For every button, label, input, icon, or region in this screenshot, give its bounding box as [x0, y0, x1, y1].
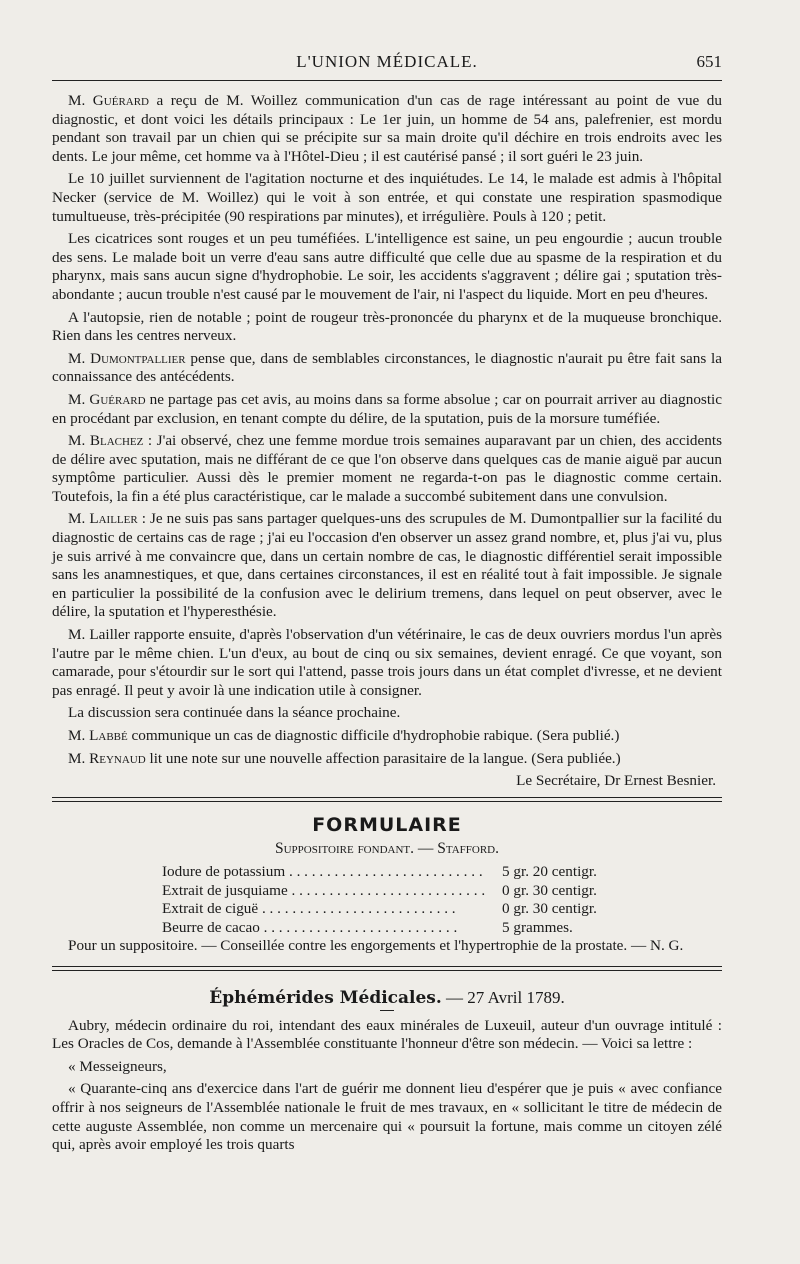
- paragraph-text: La discussion sera continuée dans la séance prochaine.: [68, 704, 401, 722]
- speaker-name: M. Lailler: [68, 510, 138, 528]
- ingredient-list: [162, 863, 632, 937]
- paragraph: [52, 750, 722, 769]
- paragraph: [52, 391, 722, 428]
- ingredient-quantity: 0 gr. 30 centigr.: [502, 900, 597, 918]
- ephemerides-paragraph: « Quarante-cinq ans d'exercice dans l'art de guérir me donnent lieu d'espérer que je puis « avec confiance offrir à nos seigneurs de l'Assemblée nationale le fruit de mes travaux, en « sollicitant le titre de médecin de cette auguste Assemblée, non comme un mercenaire qui « poursuit la fortune, mais comme un citoyen zélé qui, après avoir employé les trois quarts: [52, 1080, 722, 1154]
- page-number: 651: [696, 52, 722, 71]
- signature: Le Secrétaire, Dr Ernest Besnier.: [516, 772, 716, 790]
- running-title: L'UNION MÉDICALE.: [296, 52, 478, 71]
- ingredient-row: [162, 882, 632, 901]
- ingredient-quantity: 0 gr. 30 centigr.: [502, 881, 597, 899]
- paragraph: [52, 170, 722, 226]
- speaker-name: M. Guérard: [68, 390, 146, 408]
- formulaire-title: FORMULAIRE: [312, 813, 462, 836]
- paragraph-text: ne partage pas cet avis, au moins dans sa forme absolue ; car on pourrait arriver au diagnostic en procédant par exclusion, en tenant compte du délire, de la sputation, puis de la morsure tuméfiée.: [52, 390, 723, 427]
- speaker-name: M. Reynaud: [68, 749, 146, 767]
- ingredient-row: [162, 919, 632, 938]
- ephemerides-date: — 27 Avril 1789.: [441, 987, 565, 1007]
- speaker-name: M. Labbé: [68, 727, 128, 744]
- paragraph: [52, 432, 722, 506]
- paragraph: [52, 92, 722, 166]
- speaker-name: M. Blachez: [68, 432, 144, 450]
- speaker-name: M. Dumontpallier: [68, 349, 186, 367]
- title-dash: [380, 1010, 394, 1011]
- ephemerides-paragraph: Aubry, médecin ordinaire du roi, intendant des eaux minérales de Luxeuil, auteur d'un ouvrage intitulé : Les Oracles de Cos, demande à l'Assemblée constituante l'honneur d'être son médecin. — Voici sa lettre :: [52, 1016, 722, 1053]
- paragraph: [52, 727, 722, 746]
- paragraph: [52, 626, 722, 700]
- page-header: [52, 50, 722, 78]
- paragraph: [52, 510, 722, 622]
- ephemerides-title: [52, 989, 722, 1008]
- ephemerides-paragraph: « Messeigneurs,: [68, 1057, 167, 1075]
- paragraph-text: A l'autopsie, rien de notable ; point de rougeur très-prononcée du pharynx et de la muqueuse bronchique. Rien dans les centres nerveux.: [52, 308, 722, 345]
- ingredient-name: Iodure de potassium . . .: [162, 863, 494, 882]
- society-report: [52, 92, 722, 768]
- ingredient-name: Beurre de cacao . . .: [162, 919, 494, 938]
- paragraph-text: communique un cas de diagnostic difficile d'hydrophobie rabique. (Sera publié.): [127, 727, 620, 744]
- ingredient-row: [162, 900, 632, 919]
- paragraph-text: pense que, dans de semblables circonstances, le diagnostic n'aurait pu être fait sans la connaissance des antécédents.: [52, 349, 723, 386]
- paragraph: [52, 309, 722, 346]
- paragraph-text: : Je ne suis pas sans partager quelques-uns des scrupules de M. Dumontpallier sur la facilité du diagnostic de certains cas de rage ; j'ai eu l'occasion d'en observer un assez grand nombre, et, plus j'ai vu, plus je suis arrivé à me convaincre que, dans un certain nombre de cas, le diagnostic différentiel serait impossible sans les anamnestiques, et que, dans certaines circonstances, il est en réalité tout à fait impossible. Je signale en particulier la possibilité de la confusion avec le delirium tremens, dans lequel on peut observer, avec le délire, la sputation et l'hyperesthésie.: [52, 510, 723, 621]
- paragraph-text: M. Lailler rapporte ensuite, d'après l'observation d'un vétérinaire, le cas de deux ouvriers mordus l'un après l'autre par le même chien. L'un d'eux, au bout de cinq ou six semaines, devient enragé. Ce que voyant, son camarade, pour s'étourdir sur le sort qui l'attend, passe trois jours dans un état complet d'ivresse, et ne devient pas enragé. Il peut y avoir là une indication utile à consigner.: [52, 626, 722, 699]
- paragraph: [52, 704, 722, 723]
- paragraph: [52, 350, 722, 387]
- ingredient-quantity: 5 grammes.: [502, 918, 573, 936]
- paragraph-text: : J'ai observé, chez une femme mordue trois semaines auparavant par un chien, des accidents de délire avec sputation, mais ne différant de ce que l'on observe dans quelques cas de manie aiguë par aucun symptôme particulier. Aussi dès le premier moment ne regarda-t-on pas le diagnostic comme certain. Toutefois, la fin a été plus caractéristique, car le malade a succombé subitement dans une convulsion.: [52, 432, 722, 505]
- ephemerides-text: [52, 1017, 722, 1155]
- speaker-name: M. Guérard: [68, 92, 149, 109]
- ingredient-name: Extrait de ciguë . . .: [162, 900, 494, 919]
- section-rule: [52, 966, 722, 971]
- paragraph-text: lit une note sur une nouvelle affection parasitaire de la langue. (Sera publiée.): [145, 749, 621, 767]
- formulaire-note: Pour un suppositoire. — Conseillée contre les engorgements et l'hypertrophie de la prostate. — N. G.: [68, 937, 684, 955]
- article-body: [52, 92, 722, 1159]
- ingredient-quantity: 5 gr. 20 centigr.: [502, 862, 597, 880]
- ingredient-name: Extrait de jusquiame . . .: [162, 882, 494, 901]
- ingredient-row: [162, 863, 632, 882]
- recipe-title: Suppositoire fondant. — Stafford.: [274, 840, 499, 858]
- paragraph-text: Le 10 juillet surviennent de l'agitation nocturne et des inquiétudes. Le 14, le malade est admis à l'hôpital Necker (service de M. Woillez) qui le voit à son entrée, et qui constate une respiration spasmodique tumultueuse, très-précipitée (90 respirations par minutes), et irrégulière. Pouls à 120 ; petit.: [52, 170, 722, 225]
- paragraph-text: Les cicatrices sont rouges et un peu tuméfiées. L'intelligence est saine, un peu engourdie ; aucun trouble des sens. Le malade boit un verre d'eau sans autre difficulté que celle due au spasme de la respiration et du pharynx, mais sans aucun signe d'hydrophobie. Le soir, les accidents s'aggravent ; délire gai ; sputation très-abondante ; aucun trouble n'est causé par le mouvement de l'air, ni l'aspect du liquide. Mort en peu d'heures.: [52, 230, 722, 303]
- paragraph-text: a reçu de M. Woillez communication d'un cas de rage intéressant au point de vue du diagnostic, et dont voici les détails principaux : Le 1er juin, un homme de 54 ans, palefrenier, est mordu pendant son travail par un chien qui se précipite sur sa main droite qu'il déchire en trois endroits avec les dents. Le jour même, cet homme va à l'Hôtel-Dieu ; il est cautérisé pansé ; il sort guéri le 23 juin.: [52, 92, 722, 165]
- ephemerides-heading: Éphémérides Médicales.: [209, 987, 442, 1008]
- paragraph: [52, 230, 722, 304]
- section-rule: [52, 797, 722, 802]
- header-rule: [52, 80, 722, 81]
